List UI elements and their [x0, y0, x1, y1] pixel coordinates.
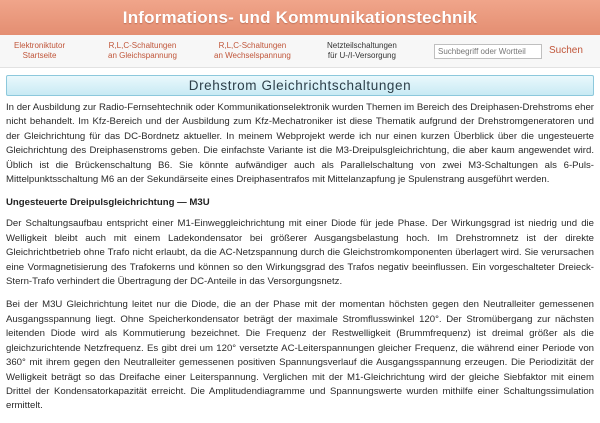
- site-header: [0, 0, 600, 35]
- search-button[interactable]: Suchen: [549, 45, 583, 56]
- nav-item-power-supplies[interactable]: [327, 41, 397, 61]
- site-title: Informations- und Kommunikationstechnik: [122, 8, 478, 27]
- intro-paragraph: In der Ausbildung zur Radio-Fernsehtechnik oder Kommunikationselektronik wurden Themen im Bereich des Dreiphasen-Drehstroms eher nicht behandelt. Im Kfz-Bereich und der Ausbildung zum Kfz-Mechatroniker ist diese Thematik aufgrund der Drehstromgeneratoren und der Gleichrichtung für das DC-Bordnetz aktueller. In meinem Webprojekt werde ich nur einen kurzen Überblick über die ungesteuerte Gleichrichtung des Dreiphasenstroms geben. Die einfachste Variante ist die M3-Dreipulsgleichrichtung, die aber kaum angewendet wird. Üblich ist die Brückenschaltung B6. Sie könnte aufwändiger auch als Parallelschaltung von zwei M3-Schaltungen als 6-Puls-Mittelpunktsschaltung M6 an der Sekundärseite eines Dreiphasentrafos mit Mittelanzapfung je Spulenstrang ausgeführt werden.: [6, 102, 594, 186]
- search-input[interactable]: [434, 44, 542, 59]
- nav-item-label: Elektroniktutor: [14, 41, 66, 50]
- nav-item-sublabel: Startseite: [22, 51, 57, 60]
- nav-item-sublabel: an Wechselspannung: [214, 51, 291, 60]
- nav-item-sublabel: an Gleichspannung: [108, 51, 177, 60]
- article-content: [6, 101, 594, 423]
- body-paragraph: Bei der M3U Gleichrichtung leitet nur die Diode, die an der Phase mit der momentan höchsten gegen den Neutralleiter gemessenen Ausgangsspannung liegt. Ohne Speicherkondensator beträgt der maximale Stromflusswinkel 120°. Der Stromübergang zur nächsten leitenden Diode wird als Kommutierung bezeichnet. Die Frequenz der Restwelligkeit (Brummfrequenz) ist dreimal größer als die gleichzurichtende Netzfrequenz. Es gibt drei um 120° versetzte AC-Leiterspannungen gleicher Frequenz, die während einer Periode von 360° mit ihrem gegen den Neutralleiter gemessenen positiven Spannungsverlauf die Ausgangsspannung erzeugen. Die Periodizität der Welligkeit beträgt so das Dreifache einer Leiterspannung. Verglichen mit der M1-Gleichrichtung wird der gleiche Siebfaktor mit einem Drittel der Kondensatorkapazität erreicht. Die Amplitudendiagramme und Spannungswerte wurden mithilfe einer Schaltungssimulation ermittelt.: [6, 299, 594, 412]
- page-title: Drehstrom Gleichrichtschaltungen: [188, 78, 412, 93]
- nav-item-label: R,L,C-Schaltungen: [218, 41, 287, 50]
- nav-item-home[interactable]: [14, 41, 65, 61]
- nav-item-label: R,L,C-Schaltungen: [108, 41, 177, 50]
- page-title-bar: [6, 75, 594, 96]
- nav-item-label: Netzteilschaltungen: [327, 41, 397, 50]
- nav-item-sublabel: für U-/I-Versorgung: [327, 51, 396, 60]
- nav-item-dc-circuits[interactable]: [108, 41, 177, 61]
- body-paragraph: Der Schaltungsaufbau entspricht einer M1-Einweggleichrichtung mit einer Diode für jede Phase. Der Wirkungsgrad ist niedrig und die Welligkeit bleibt auch mit einem Ladekondensator bei größerer Ausgangsbelastung hoch. Im Drehstromnetz ist der direkte Gleichrichtbetrieb ohne Trafo nicht erlaubt, da die AC-Netzspannung durch die Gleichstromkomponenten überlagert wird. Sie verursachen eine Vormagnetisierung des Trafokerns und können so den Wirkungsgrad des Trafos negativ beeinflussen. Ein vorgeschalteter Dreieck-Stern-Trafo verhindert die Übertragung der DC-Anteile in das Versorgungsnetz.: [6, 218, 594, 288]
- section-heading: Ungesteuerte Dreipulsgleichrichtung — M3U: [6, 197, 210, 209]
- nav-item-ac-circuits[interactable]: [214, 41, 291, 61]
